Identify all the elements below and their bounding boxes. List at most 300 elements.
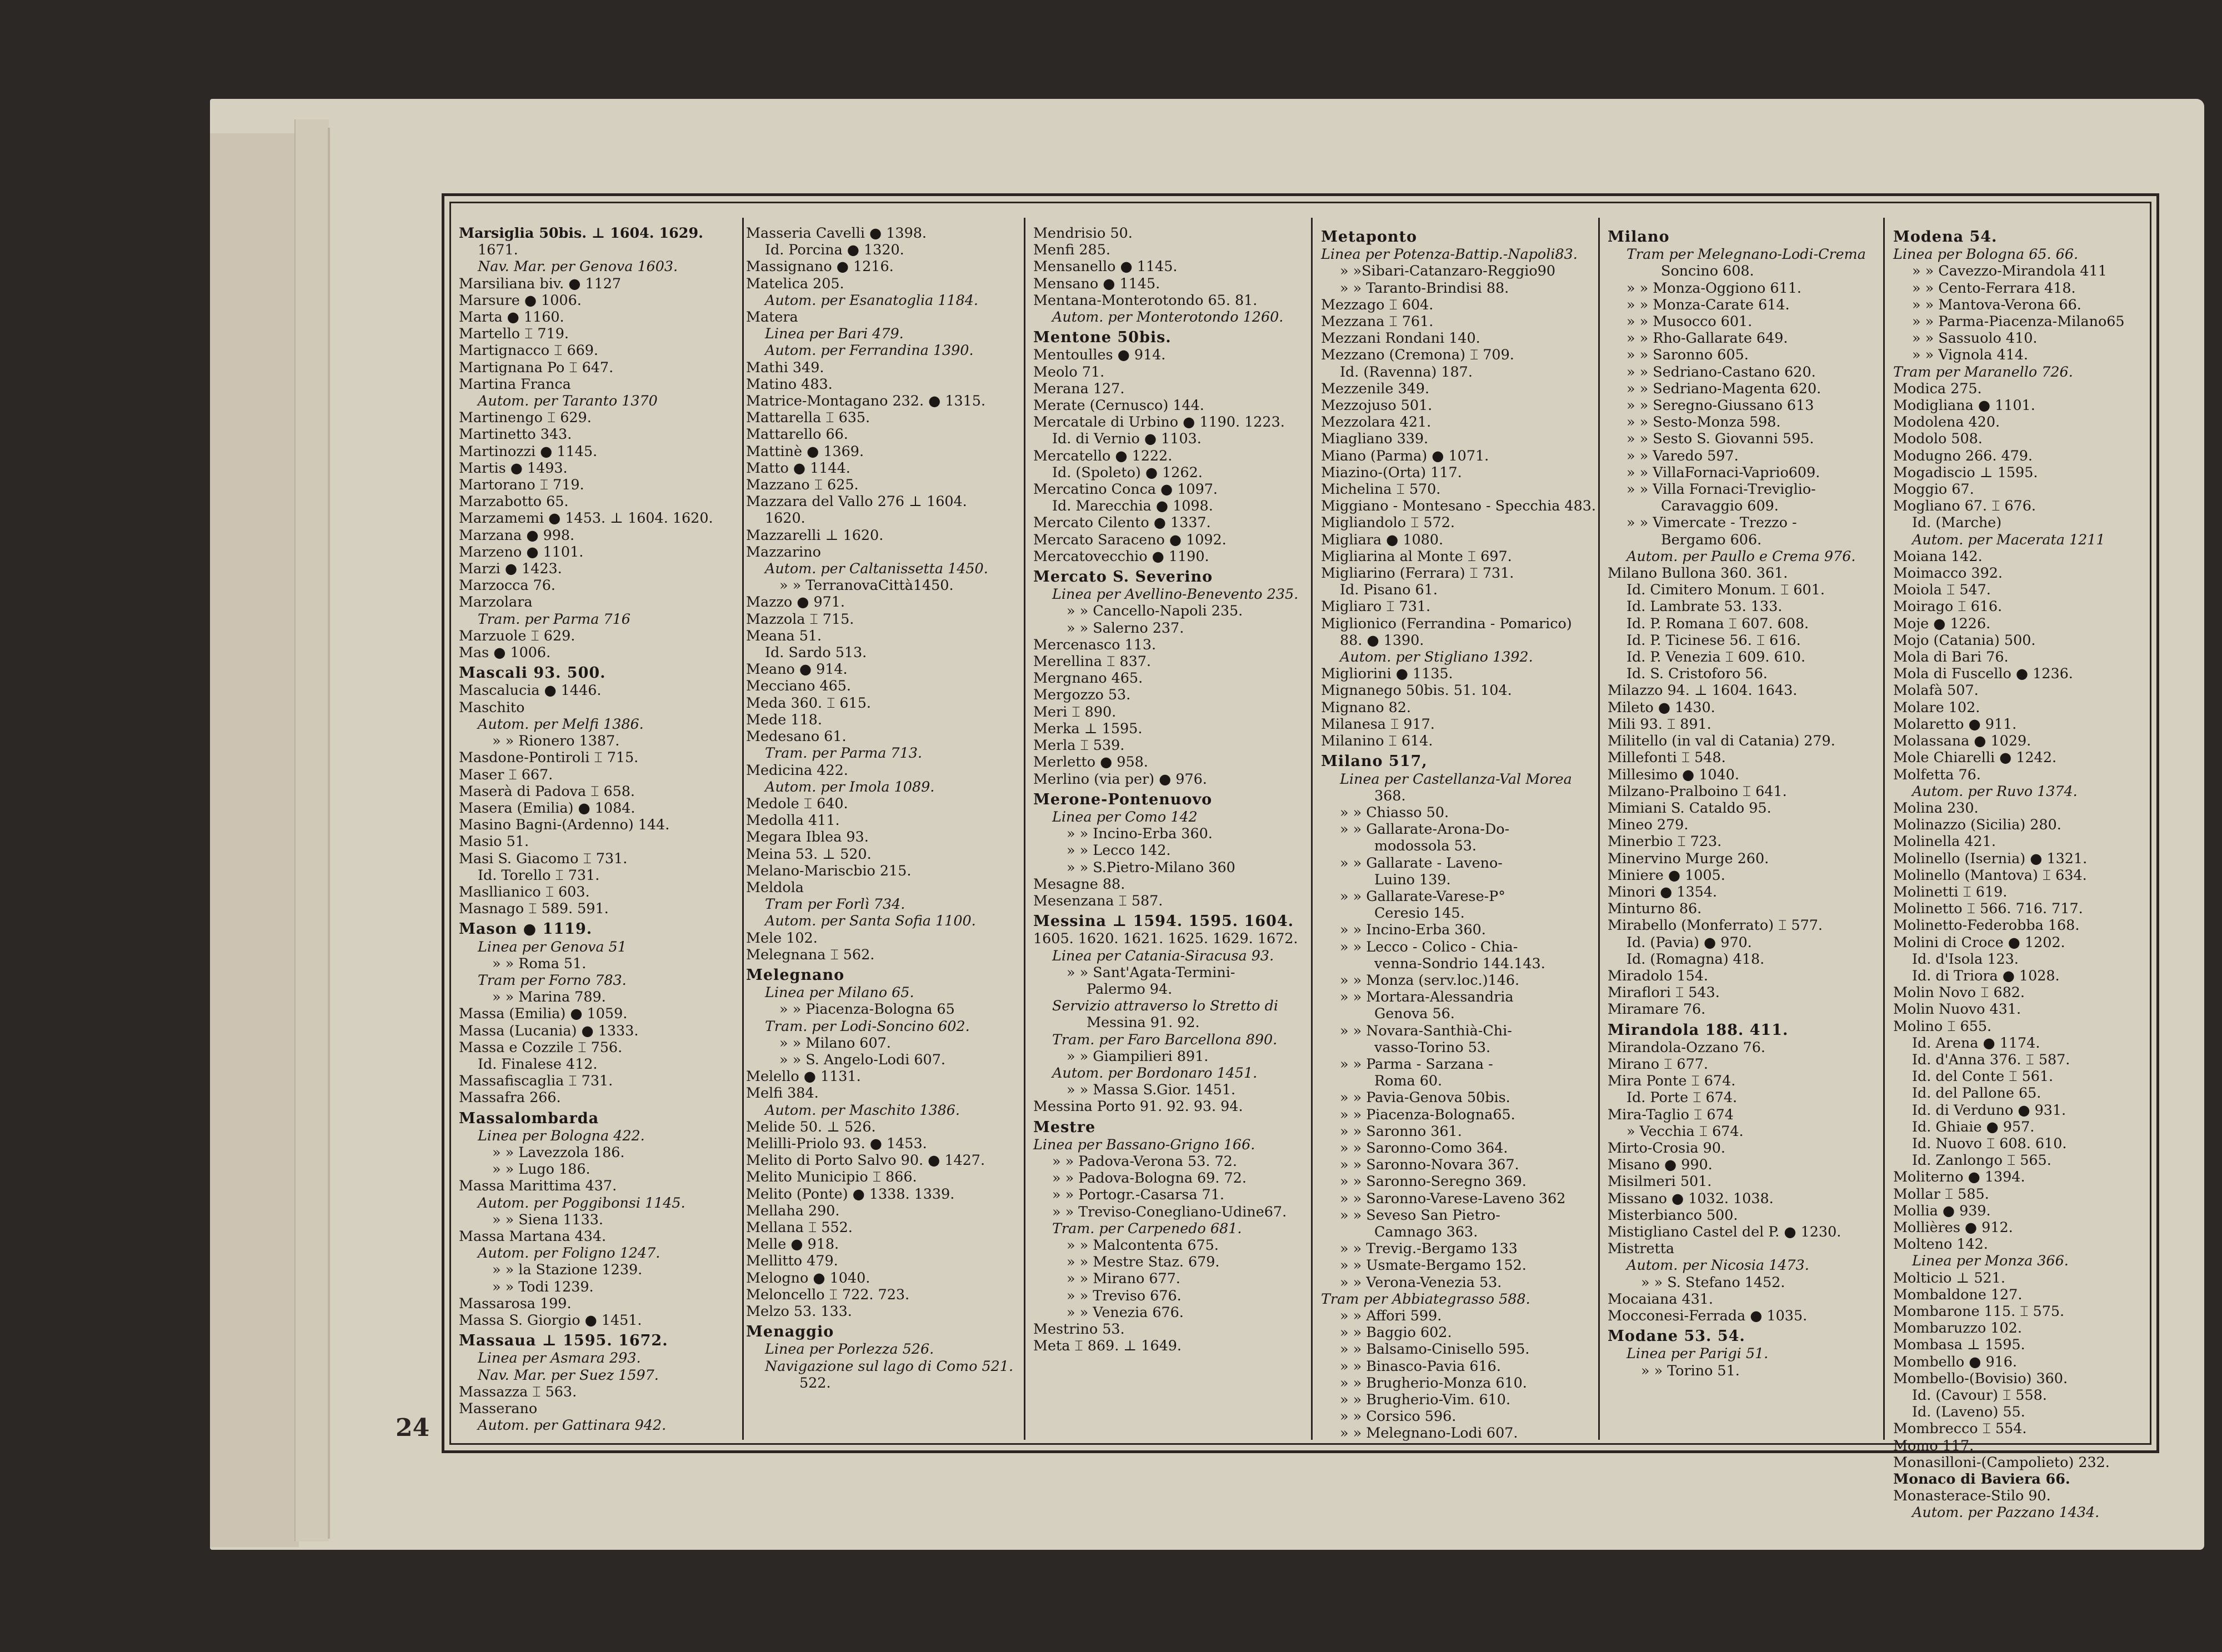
index-entry: Bergamo 606. <box>1661 530 1762 548</box>
index-entry: Marsure ● 1006. <box>459 291 582 308</box>
index-entry: » » Melegnano-Lodi 607. <box>1340 1424 1518 1441</box>
index-entry: Mestrino 53. <box>1033 1320 1125 1337</box>
index-entry: » » Gallarate - Laveno- <box>1340 854 1503 871</box>
index-entry: » » Musocco 601. <box>1627 313 1753 330</box>
index-entry: Missano ● 1032. 1038. <box>1608 1189 1774 1207</box>
index-entry: Menaggio <box>746 1323 834 1341</box>
index-entry: » » Brugherio-Vim. 610. <box>1340 1391 1511 1408</box>
index-entry: Autom. per Nicosia 1473. <box>1627 1256 1809 1274</box>
index-entry: Medole ⌶ 640. <box>746 794 848 812</box>
index-entry: Mili 93. ⌶ 891. <box>1608 715 1711 732</box>
index-entry: Mesenzana ⌶ 587. <box>1033 892 1163 909</box>
index-entry: Id. (Pavia) ● 970. <box>1627 933 1752 950</box>
index-entry: Marzabotto 65. <box>459 493 569 510</box>
index-entry: Palermo 94. <box>1087 980 1173 997</box>
index-entry: » » Balsamo-Cinisello 595. <box>1340 1340 1530 1358</box>
index-entry: » » Affori 599. <box>1340 1307 1442 1324</box>
index-entry: Monaco di Baviera 66. <box>1893 1470 2070 1488</box>
index-entry: Mollar ⌶ 585. <box>1893 1185 1989 1202</box>
index-entry: Mensanello ● 1145. <box>1033 258 1178 275</box>
index-entry: Merate (Cernusco) 144. <box>1033 397 1204 414</box>
index-entry: Miglionico (Ferrandina - Pomarico) <box>1321 614 1572 632</box>
index-entry: » » Roma 51. <box>492 954 587 972</box>
index-entry: Linea per Genova 51 <box>478 938 627 955</box>
index-entry: Mason ● 1119. <box>459 920 593 938</box>
index-entry: Moimacco 392. <box>1893 564 2003 582</box>
index-entry: Mezzolara 421. <box>1321 413 1432 430</box>
index-entry: Modigliana ● 1101. <box>1893 397 2035 414</box>
index-entry: Migliorini ● 1135. <box>1321 665 1453 682</box>
index-entry: » » Cavezzo-Mirandola 411 <box>1912 262 2107 279</box>
index-entry: modossola 53. <box>1374 837 1477 854</box>
index-entry: Migliandolo ⌶ 572. <box>1321 514 1455 531</box>
index-entry: Masi S. Giacomo ⌶ 731. <box>459 849 628 867</box>
index-entry: Autom. per Bordonaro 1451. <box>1052 1064 1258 1081</box>
index-entry: Navigazione sul lago di Como 521. <box>765 1357 1014 1374</box>
index-entry: Menfi 285. <box>1033 241 1110 258</box>
index-entry: Mendrisio 50. <box>1033 224 1133 241</box>
index-entry: Meloncello ⌶ 722. 723. <box>746 1285 910 1303</box>
index-entry: Melle ● 918. <box>746 1235 839 1253</box>
index-entry: Mattinè ● 1369. <box>746 442 864 459</box>
index-entry: Misilmeri 501. <box>1608 1173 1712 1190</box>
index-entry: Luino 139. <box>1374 870 1451 888</box>
index-entry: Nav. Mar. per Suez 1597. <box>478 1366 659 1383</box>
index-entry: Molaretto ● 911. <box>1893 715 2017 732</box>
index-entry: » » Saronno-Novara 367. <box>1340 1156 1519 1173</box>
index-entry: Mole Chiarelli ● 1242. <box>1893 749 2057 766</box>
index-entry: Roma 60. <box>1374 1072 1443 1089</box>
index-entry: Moirago ⌶ 616. <box>1893 598 2003 615</box>
index-entry: Martignana Po ⌶ 647. <box>459 358 614 376</box>
index-entry: Molinetto-Federobba 168. <box>1893 917 2080 934</box>
index-entry: » » Gallarate-Arona-Do- <box>1340 820 1510 838</box>
index-entry: Mojo (Catania) 500. <box>1893 631 2036 648</box>
index-entry: Miano (Parma) ● 1071. <box>1321 447 1489 464</box>
index-entry: Massarosa 199. <box>459 1294 572 1311</box>
index-entry: Massa Marittima 437. <box>459 1177 617 1194</box>
index-entry: » » Treviso-Conegliano-Udine67. <box>1052 1203 1287 1220</box>
index-entry: Mentoulles ● 914. <box>1033 346 1166 363</box>
index-entry: Merellina ⌶ 837. <box>1033 653 1151 670</box>
index-entry: » » Parma-Piacenza-Milano65 <box>1912 313 2125 330</box>
index-entry: Misano ● 990. <box>1608 1156 1713 1173</box>
index-entry: Minervino Murge 260. <box>1608 849 1769 867</box>
index-entry: » » Malcontenta 675. <box>1067 1236 1219 1253</box>
index-entry: Molin Nuovo 431. <box>1893 1000 2021 1018</box>
index-entry: Id. Torello ⌶ 731. <box>478 866 600 883</box>
index-entry: Linea per Bologna 65. 66. <box>1893 246 2079 263</box>
index-entry: Mellaha 290. <box>746 1202 840 1219</box>
book-cover-edge <box>210 133 299 1547</box>
index-entry: Martignacco ⌶ 669. <box>459 342 598 359</box>
index-entry: Autom. per Melfi 1386. <box>478 715 644 732</box>
index-entry: Autom. per Foligno 1247. <box>478 1244 660 1261</box>
index-entry: Martis ● 1493. <box>459 459 568 476</box>
index-entry: Mimiani S. Cataldo 95. <box>1608 799 1771 816</box>
index-entry: Tram. per Carpenedo 681. <box>1052 1219 1242 1237</box>
index-entry: Miggiano - Montesano - Specchia 483. <box>1321 497 1596 514</box>
index-entry: Monasilloni-(Campolieto) 232. <box>1893 1453 2110 1470</box>
index-entry: Mombaruzzo 102. <box>1893 1319 2022 1336</box>
index-entry: Mirto-Crosia 90. <box>1608 1139 1725 1156</box>
index-entry: Mezzana ⌶ 761. <box>1321 313 1434 330</box>
index-entry: Id. (Spoleto) ● 1262. <box>1052 463 1203 480</box>
index-entry: Milanesa ⌶ 917. <box>1321 715 1435 732</box>
index-entry: Massalombarda <box>459 1109 599 1127</box>
index-entry: Id. Pisano 61. <box>1340 581 1438 598</box>
index-entry: Mergozzo 53. <box>1033 686 1131 703</box>
index-entry: Merletto ● 958. <box>1033 753 1148 770</box>
index-entry: Melito Municipio ⌶ 866. <box>746 1168 917 1185</box>
index-entry: Molina 230. <box>1893 799 1979 816</box>
index-entry: » » Lecco 142. <box>1067 842 1171 859</box>
index-entry: Martinengo ⌶ 629. <box>459 409 592 426</box>
index-entry: Masera (Emilia) ● 1084. <box>459 799 635 816</box>
index-entry: Matrice-Montagano 232. ● 1315. <box>746 392 986 409</box>
index-entry: » » Incino-Erba 360. <box>1340 921 1486 938</box>
index-entry: » » Salerno 237. <box>1067 619 1184 636</box>
index-entry: Autom. per Santa Sofia 1100. <box>765 912 976 929</box>
index-entry: Mignanego 50bis. 51. 104. <box>1321 682 1512 699</box>
column-divider <box>1311 218 1313 1440</box>
book-spine-line <box>328 128 330 1539</box>
index-entry: Id. Porcina ● 1320. <box>765 241 904 258</box>
index-entry: Linea per Avellino-Benevento 235. <box>1052 585 1299 603</box>
index-entry: Messina Porto 91. 92. 93. 94. <box>1033 1098 1243 1115</box>
index-entry: » » Usmate-Bergamo 152. <box>1340 1256 1527 1274</box>
index-entry: Servizio attraverso lo Stretto di <box>1052 997 1278 1014</box>
index-entry: » » Parma - Sarzana - <box>1340 1055 1493 1072</box>
index-entry: Moliterno ● 1394. <box>1893 1168 2025 1185</box>
index-entry: » » Vignola 414. <box>1912 346 2028 363</box>
index-entry: Meda 360. ⌶ 615. <box>746 694 871 711</box>
index-entry: Mistretta <box>1608 1240 1675 1257</box>
index-entry: Id. Sardo 513. <box>765 644 867 661</box>
index-entry: Meri ⌶ 890. <box>1033 703 1117 720</box>
index-entry: Id. (Ravenna) 187. <box>1340 363 1473 380</box>
index-entry: » » Todi 1239. <box>492 1278 594 1295</box>
index-entry: » » Portogr.-Casarsa 71. <box>1052 1186 1224 1203</box>
index-entry: Massa Martana 434. <box>459 1227 607 1244</box>
index-entry: Moje ● 1226. <box>1893 614 1991 632</box>
index-entry: » » Milano 607. <box>779 1034 891 1051</box>
index-entry: Marzamemi ● 1453. ⊥ 1604. 1620. <box>459 509 713 527</box>
index-entry: Massignano ● 1216. <box>746 258 894 275</box>
index-entry: Linea per Bassano-Grigno 166. <box>1033 1135 1255 1153</box>
index-entry: Minori ● 1354. <box>1608 883 1718 900</box>
index-entry: » » Venezia 676. <box>1067 1303 1184 1320</box>
index-entry: Tram. per Parma 716 <box>478 610 630 627</box>
index-entry: Masserano <box>459 1400 538 1417</box>
index-entry: Id. P. Venezia ⌶ 609. 610. <box>1627 648 1806 665</box>
index-entry: » » Lecco - Colico - Chia- <box>1340 938 1518 955</box>
index-entry: Id. di Vernio ● 1103. <box>1052 430 1202 447</box>
index-entry: » » Saronno-Como 364. <box>1340 1139 1508 1156</box>
index-entry: Mombello-(Bovisio) 360. <box>1893 1369 2068 1386</box>
index-entry: » » Sesto S. Giovanni 595. <box>1627 430 1814 447</box>
index-entry: » » Sedriano-Castano 620. <box>1627 363 1816 380</box>
page-number: 24 <box>396 1414 430 1442</box>
index-entry: Id. Nuovo ⌶ 608. 610. <box>1912 1134 2067 1152</box>
index-entry: Molassana ● 1029. <box>1893 732 2031 749</box>
index-entry: Caravaggio 609. <box>1661 497 1779 514</box>
index-entry: Masnago ⌶ 589. 591. <box>459 900 609 917</box>
index-entry: Melegnano <box>746 966 845 984</box>
index-column-3 <box>1033 224 1305 1430</box>
index-entry: Miagliano 339. <box>1321 430 1429 447</box>
index-entry: » » Mantova-Verona 66. <box>1912 296 2081 313</box>
index-entry: » » Sesto-Monza 598. <box>1627 413 1781 430</box>
index-entry: Mistigliano Castel del P. ● 1230. <box>1608 1223 1841 1240</box>
index-entry: Melito (Ponte) ● 1338. 1339. <box>746 1185 955 1202</box>
index-entry: » » S. Angelo-Lodi 607. <box>779 1050 945 1068</box>
index-entry: Melfi 384. <box>746 1084 819 1102</box>
index-entry: Modugno 266. 479. <box>1893 447 2033 464</box>
index-entry: Id. (Laveno) 55. <box>1912 1403 2025 1420</box>
index-entry: Melogno ● 1040. <box>746 1269 870 1286</box>
index-entry: » » Saronno 361. <box>1340 1122 1462 1139</box>
column-divider <box>1598 218 1600 1440</box>
index-entry: » » Chiasso 50. <box>1340 803 1449 820</box>
index-entry: Migliarino (Ferrara) ⌶ 731. <box>1321 564 1514 582</box>
index-entry: Mercato Cilento ● 1337. <box>1033 514 1211 531</box>
index-entry: Mazzano ⌶ 625. <box>746 476 859 493</box>
index-entry: Momo 117. <box>1893 1436 1974 1454</box>
index-entry: Marzi ● 1423. <box>459 560 562 577</box>
index-column-5 <box>1608 224 1880 1430</box>
index-entry: Melide 50. ⊥ 526. <box>746 1118 876 1135</box>
index-entry: Modolo 508. <box>1893 430 1983 447</box>
index-entry: Mirandola-Ozzano 76. <box>1608 1038 1765 1055</box>
index-column-2 <box>746 224 1018 1430</box>
index-entry: Minerbio ⌶ 723. <box>1608 833 1722 850</box>
index-entry: Miniere ● 1005. <box>1608 866 1725 883</box>
index-entry: Martinozzi ● 1145. <box>459 442 598 459</box>
index-entry: Id. di Triora ● 1028. <box>1912 967 2060 984</box>
index-entry: Modena 54. <box>1893 228 1998 246</box>
index-entry: Martinetto 343. <box>459 425 572 443</box>
index-entry: Moggio 67. <box>1893 480 1974 498</box>
index-entry: Autom. per Poggibonsi 1145. <box>478 1194 685 1211</box>
index-entry: Militello (in val di Catania) 279. <box>1608 732 1835 749</box>
column-divider <box>1883 218 1885 1440</box>
index-entry: Linea per Catania-Siracusa 93. <box>1052 947 1274 964</box>
index-entry: Autom. per Ferrandina 1390. <box>765 342 974 359</box>
index-entry: Tram per Abbiategrasso 588. <box>1321 1290 1530 1307</box>
index-entry: Melito di Porto Salvo 90. ● 1427. <box>746 1152 985 1169</box>
index-entry: Masio 51. <box>459 833 529 850</box>
index-entry: » » Cancello-Napoli 235. <box>1067 602 1243 619</box>
index-entry: » » Siena 1133. <box>492 1210 604 1228</box>
index-entry: » » Mortara-Alessandria <box>1340 988 1514 1005</box>
index-entry: Id. d'Anna 376. ⌶ 587. <box>1912 1050 2070 1068</box>
index-entry: Massafra 266. <box>459 1089 561 1106</box>
index-entry: » » Mestre Staz. 679. <box>1067 1253 1220 1270</box>
index-entry: Linea per Asmara 293. <box>478 1349 641 1366</box>
index-column-6 <box>1893 224 2165 1521</box>
index-entry: » » Saronno 605. <box>1627 346 1749 363</box>
index-entry: Molinetto ⌶ 566. 716. 717. <box>1893 900 2083 917</box>
index-entry: Mollières ● 912. <box>1893 1218 2013 1235</box>
index-entry: Linea per Porlezza 526. <box>765 1340 934 1358</box>
index-entry: Id. di Verduno ● 931. <box>1912 1101 2066 1118</box>
index-entry: Maschito <box>459 698 525 715</box>
index-entry: Mira Ponte ⌶ 674. <box>1608 1072 1736 1089</box>
index-entry: Linea per Como 142 <box>1052 808 1198 825</box>
index-entry: Mentone 50bis. <box>1033 329 1172 347</box>
index-entry: Milano Bullona 360. 361. <box>1608 564 1788 582</box>
index-entry: 1671. <box>478 241 518 258</box>
index-entry: Mazzola ⌶ 715. <box>746 610 854 627</box>
index-entry: Mezzenile 349. <box>1321 379 1430 397</box>
index-entry: Miradolo 154. <box>1608 967 1708 984</box>
index-entry: Linea per Castellanza-Val Morea <box>1340 770 1572 787</box>
index-entry: Modolena 420. <box>1893 413 2000 430</box>
index-entry: Mineo 279. <box>1608 816 1689 833</box>
index-entry: Mergnano 465. <box>1033 669 1143 687</box>
index-entry: Autom. per Esanatoglia 1184. <box>765 291 978 308</box>
index-entry: » » TerranovaCittà1450. <box>779 577 954 594</box>
index-entry: Id. Cimitero Monum. ⌶ 601. <box>1627 581 1825 598</box>
index-entry: Mileto ● 1430. <box>1608 698 1715 715</box>
index-entry: Melzo 53. 133. <box>746 1303 852 1319</box>
index-entry: 1605. 1620. 1621. 1625. 1629. 1672. <box>1033 930 1298 947</box>
index-entry: » » VillaFornaci-Vaprio609. <box>1627 463 1820 480</box>
index-entry: Merka ⊥ 1595. <box>1033 719 1143 737</box>
index-entry: Mirandola 188. 411. <box>1608 1021 1789 1039</box>
index-entry: Miazino-(Orta) 117. <box>1321 463 1462 480</box>
column-divider <box>1024 218 1025 1440</box>
index-entry: Id. del Conte ⌶ 561. <box>1912 1068 2054 1085</box>
index-entry: Marzuole ⌶ 629. <box>459 627 575 644</box>
index-entry: Monasterace-Stilo 90. <box>1893 1487 2051 1504</box>
index-entry: Meana 51. <box>746 627 822 644</box>
index-entry: » » Baggio 602. <box>1340 1324 1452 1341</box>
index-entry: Mellana ⌶ 552. <box>746 1218 853 1235</box>
index-entry: » » Treviso 676. <box>1067 1286 1182 1304</box>
index-entry: » » Giampilieri 891. <box>1067 1047 1209 1064</box>
index-entry: » » Cento-Ferrara 418. <box>1912 279 2076 296</box>
index-entry: Id. Lambrate 53. 133. <box>1627 598 1783 615</box>
index-entry: Id. Ghiaie ● 957. <box>1912 1118 2035 1135</box>
index-entry: Id. Arena ● 1174. <box>1912 1034 2040 1051</box>
index-entry: Genova 56. <box>1374 1005 1455 1022</box>
index-entry: » » Torino 51. <box>1641 1361 1740 1379</box>
index-entry: 88. ● 1390. <box>1340 631 1424 648</box>
index-entry: Miramare 76. <box>1608 1000 1706 1018</box>
index-entry: Miraflori ⌶ 543. <box>1608 984 1720 1001</box>
index-entry: Milano <box>1608 228 1670 246</box>
index-entry: Modane 53. 54. <box>1608 1328 1745 1345</box>
index-entry: Migliaro ⌶ 731. <box>1321 598 1431 615</box>
index-entry: Autom. per Stigliano 1392. <box>1340 648 1533 665</box>
index-entry: Masllianico ⌶ 603. <box>459 883 590 900</box>
index-entry: Matto ● 1144. <box>746 459 850 476</box>
index-entry: Massa e Cozzile ⌶ 756. <box>459 1038 623 1055</box>
index-entry: » » Villa Fornaci-Treviglio- <box>1627 480 1816 498</box>
index-entry: Mathi 349. <box>746 358 824 376</box>
index-entry: 1620. <box>765 509 805 527</box>
index-entry: » » Padova-Bologna 69. 72. <box>1052 1169 1247 1187</box>
index-entry: » » Saronno-Seregno 369. <box>1340 1173 1527 1190</box>
index-entry: Autom. per Imola 1089. <box>765 778 935 795</box>
index-entry: Autom. per Taranto 1370 <box>478 392 658 409</box>
index-entry: Maserà di Padova ⌶ 658. <box>459 782 635 799</box>
index-entry: Masino Bagni-(Ardenno) 144. <box>459 816 670 833</box>
index-entry: Mensano ● 1145. <box>1033 274 1160 292</box>
index-entry: Tram per Maranello 726. <box>1893 363 2073 380</box>
index-entry: Id. (Cavour) ⌶ 558. <box>1912 1386 2047 1404</box>
index-entry: » » Mirano 677. <box>1067 1270 1180 1287</box>
index-entry: » » Gallarate-Varese-P° <box>1340 887 1505 904</box>
index-entry: Id. Zanlongo ⌶ 565. <box>1912 1152 2051 1169</box>
index-column-1 <box>459 224 731 1434</box>
index-entry: Molafà 507. <box>1893 682 1979 699</box>
index-entry: Autom. per Ruvo 1374. <box>1912 782 2078 799</box>
index-entry: Mesagne 88. <box>1033 875 1125 892</box>
index-entry: Mede 118. <box>746 710 822 728</box>
index-entry: Molticio ⊥ 521. <box>1893 1269 2005 1286</box>
index-entry: Id. Marecchia ● 1098. <box>1052 497 1213 514</box>
index-entry: Autom. per Caltanissetta 1450. <box>765 560 988 577</box>
index-entry: Mollia ● 939. <box>1893 1202 1991 1219</box>
index-entry: Merana 127. <box>1033 379 1125 397</box>
index-entry: Mentana-Monterotondo 65. 81. <box>1033 291 1258 308</box>
index-entry: Mascali 93. 500. <box>459 664 606 682</box>
index-entry: Mezzago ⌶ 604. <box>1321 296 1434 313</box>
index-entry: Mombarone 115. ⌶ 575. <box>1893 1303 2065 1319</box>
index-entry: Marzocca 76. <box>459 577 556 594</box>
index-entry: Mercatale di Urbino ● 1190. 1223. <box>1033 413 1285 430</box>
index-entry: Molare 102. <box>1893 698 1980 715</box>
index-entry: Maser ⌶ 667. <box>459 765 553 783</box>
index-entry: » » Monza-Carate 614. <box>1627 296 1790 313</box>
index-entry: Merla ⌶ 539. <box>1033 737 1125 754</box>
index-entry: Mercenasco 113. <box>1033 635 1157 653</box>
index-entry: Id. Finalese 412. <box>478 1055 598 1072</box>
index-entry: Ceresio 145. <box>1374 904 1465 922</box>
index-entry: Milano 517, <box>1321 753 1428 770</box>
index-entry: Mercatino Conca ● 1097. <box>1033 480 1218 498</box>
index-entry: Matelica 205. <box>746 274 844 292</box>
index-entry: Mezzano (Cremona) ⌶ 709. <box>1321 346 1514 363</box>
index-entry: » » Binasco-Pavia 616. <box>1340 1357 1501 1374</box>
index-entry: Mestre <box>1033 1118 1096 1136</box>
index-entry: Linea per Bologna 422. <box>478 1127 645 1144</box>
index-entry: Molinello (Mantova) ⌶ 634. <box>1893 866 2087 883</box>
column-divider <box>742 218 744 1440</box>
index-entry: Melegnana ⌶ 562. <box>746 945 875 963</box>
index-entry: Martello ⌶ 719. <box>459 325 569 342</box>
index-entry: » » Incino-Erba 360. <box>1067 825 1213 842</box>
index-entry: Martina Franca <box>459 375 571 392</box>
index-entry: Camnago 363. <box>1374 1223 1478 1240</box>
index-entry: » » Trevig.-Bergamo 133 <box>1340 1240 1518 1257</box>
index-entry: Molin Novo ⌶ 682. <box>1893 984 2025 1001</box>
index-entry: Metaponto <box>1321 228 1418 246</box>
index-entry: » » Seregno-Giussano 613 <box>1627 397 1814 414</box>
index-entry: Mattarello 66. <box>746 425 848 443</box>
index-entry: » » Sant'Agata-Termini- <box>1067 963 1235 980</box>
index-entry: Autom. per Gattinara 942. <box>478 1416 667 1434</box>
index-entry: Matino 483. <box>746 375 833 392</box>
index-entry: Meta ⌶ 869. ⊥ 1649. <box>1033 1337 1182 1354</box>
index-entry: Massaua ⊥ 1595. 1672. <box>459 1332 668 1350</box>
index-entry: Mirano ⌶ 677. <box>1608 1055 1708 1072</box>
index-entry: Marzeno ● 1101. <box>459 543 584 560</box>
index-entry: » » Piacenza-Bologna65. <box>1340 1105 1515 1123</box>
